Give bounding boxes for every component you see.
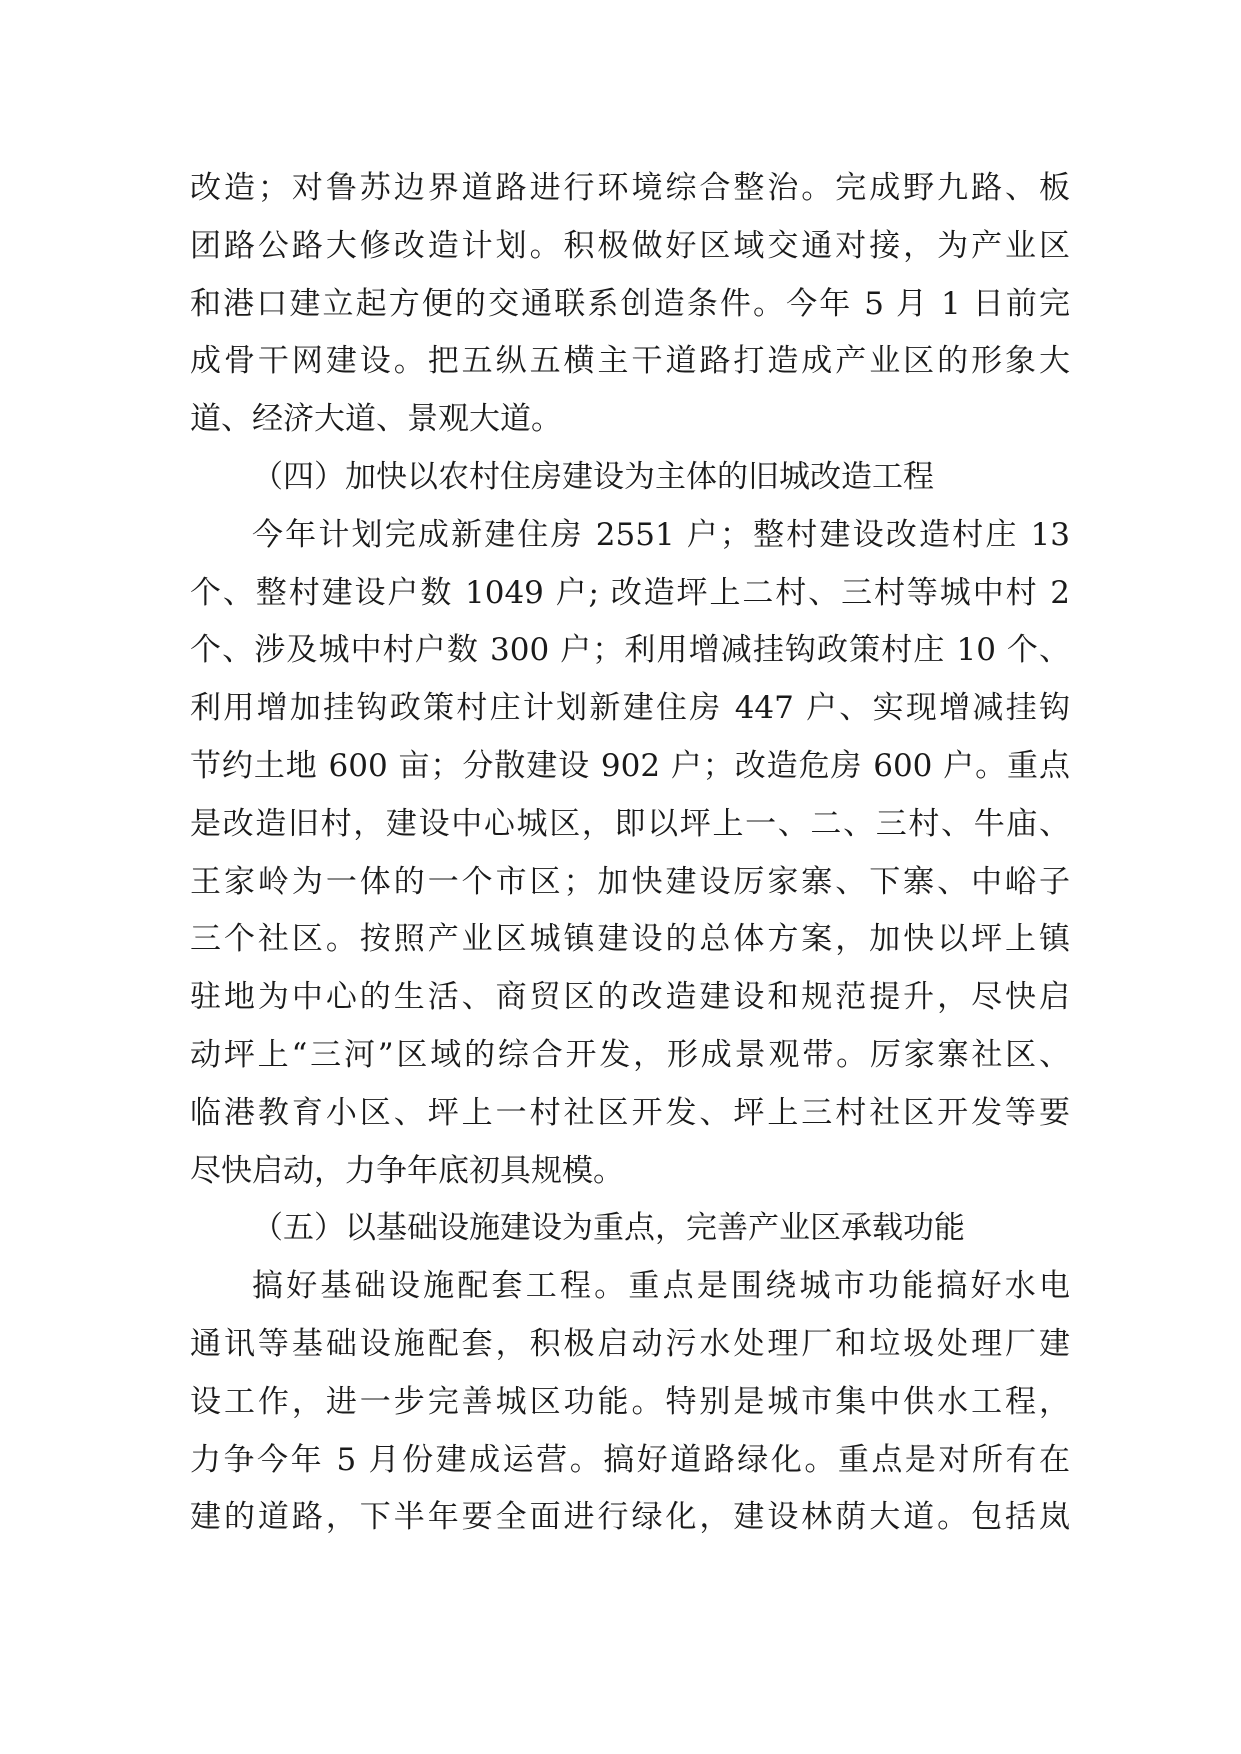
paragraph-line: 临港教育小区、坪上一村社区开发、坪上三村社区开发等要 bbox=[190, 1094, 1070, 1131]
paragraph-line: 节约土地 600 亩；分散建设 902 户；改造危房 600 户。重点 bbox=[190, 747, 1070, 784]
paragraph-line: 个、整村建设户数 1049 户; 改造坪上二村、三村等城中村 2 bbox=[190, 574, 1070, 611]
paragraph-line: 利用增加挂钩政策村庄计划新建住房 447 户、实现增减挂钩 bbox=[190, 690, 1070, 727]
paragraph-line: 个、涉及城中村户数 300 户；利用增减挂钩政策村庄 10 个、 bbox=[190, 632, 1070, 669]
section-heading: （五）以基础设施建设为重点，完善产业区承载功能 bbox=[252, 1210, 965, 1247]
paragraph-line: 建的道路，下半年要全面进行绿化，建设林荫大道。包括岚 bbox=[190, 1499, 1070, 1536]
body-text bbox=[190, 160, 1070, 1547]
paragraph-line: 王家岭为一体的一个市区；加快建设厉家寨、下寨、中峪子 bbox=[190, 863, 1070, 900]
paragraph-line: 动坪上“三河”区域的综合开发，形成景观带。厉家寨社区、 bbox=[190, 1036, 1070, 1073]
paragraph-line: 三个社区。按照产业区城镇建设的总体方案，加快以坪上镇 bbox=[190, 921, 1070, 958]
paragraph-line: 今年计划完成新建住房 2551 户；整村建设改造村庄 13 bbox=[252, 516, 1070, 553]
paragraph-line: 团路公路大修改造计划。积极做好区域交通对接，为产业区 bbox=[190, 227, 1070, 264]
paragraph-line: 是改造旧村，建设中心城区，即以坪上一、二、三村、牛庙、 bbox=[190, 805, 1070, 842]
section-heading: （四）加快以农村住房建设为主体的旧城改造工程 bbox=[252, 458, 934, 495]
paragraph-line: 搞好基础设施配套工程。重点是围绕城市功能搞好水电 bbox=[252, 1268, 1070, 1305]
paragraph-line: 力争今年 5 月份建成运营。搞好道路绿化。重点是对所有在 bbox=[190, 1441, 1070, 1478]
paragraph-line: 和港口建立起方便的交通联系创造条件。今年 5 月 1 日前完 bbox=[190, 285, 1070, 322]
paragraph-line: 成骨干网建设。把五纵五横主干道路打造成产业区的形象大 bbox=[190, 343, 1070, 380]
paragraph-line: 改造；对鲁苏边界道路进行环境综合整治。完成野九路、板 bbox=[190, 170, 1070, 206]
paragraph-line: 通讯等基础设施配套，积极启动污水处理厂和垃圾处理厂建 bbox=[190, 1325, 1070, 1362]
paragraph-line: 驻地为中心的生活、商贸区的改造建设和规范提升，尽快启 bbox=[190, 979, 1070, 1016]
paragraph-line: 尽快启动，力争年底初具规模。 bbox=[190, 1152, 624, 1189]
paragraph-line: 道、经济大道、景观大道。 bbox=[190, 401, 562, 438]
paragraph-line: 设工作，进一步完善城区功能。特别是城市集中供水工程， bbox=[190, 1383, 1070, 1420]
